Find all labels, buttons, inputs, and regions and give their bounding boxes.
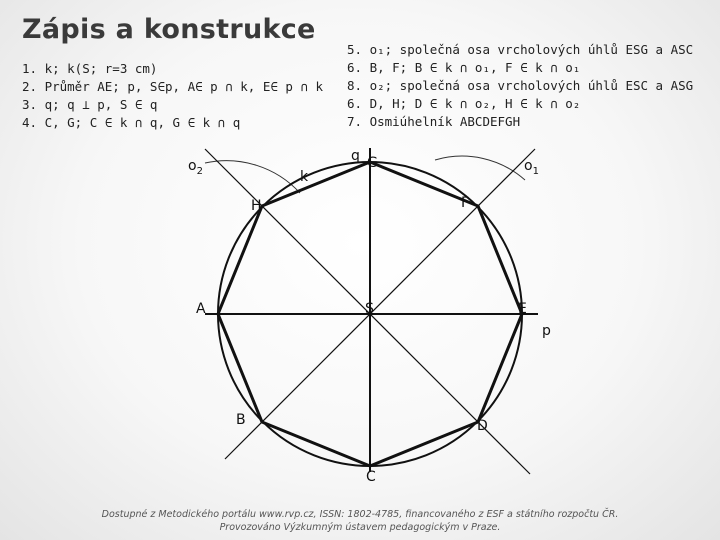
step-item: 6. D, H; D ∈ k ∩ o₂, H ∈ k ∩ o₂ [347,96,581,111]
label-G: G [367,155,378,171]
step-item: 6. B, F; B ∈ k ∩ o₁, F ∈ k ∩ o₁ [347,60,581,75]
label-p: p [542,323,551,339]
step-item: 4. C, G; C ∈ k ∩ q, G ∈ k ∩ q [22,115,241,130]
label-o1: $o_1$ [524,158,539,177]
step-item: 1. k; k(S; r=3 cm) [22,61,158,76]
footer-line: Provozováno Výzkumným ústavem pedagogickým v Praze. [219,522,501,533]
label-D: D [477,418,488,434]
label-E: E [518,301,527,317]
footer-line: Dostupné z Metodického portálu www.rvp.cz, ISSN: 1802-4785, financovaného z ESF a státního rozpočtu ČR. [101,509,619,520]
step-item: 5. o₁; společná osa vrcholových úhlů ESG a ASC [347,42,694,57]
line-o1 [225,149,535,459]
label-q: q [351,148,360,164]
label-A: A [196,301,206,317]
construction-arc-right [435,156,525,180]
label-o2: $o_2$ [188,158,203,177]
step-item: 3. q; q ⊥ p, S ∈ q [22,97,158,112]
label-S: S [365,301,374,317]
label-H: H [251,198,262,214]
label-B: B [236,412,246,428]
page-title: Zápis a konstrukce [22,14,316,45]
step-item: 8. o₂; společná osa vrcholových úhlů ESC a ASG [347,78,694,93]
step-item: 2. Průměr AE; p, S∈p, A∈ p ∩ k, E∈ p ∩ k [22,79,324,94]
footer-credits [0,508,720,534]
label-C: C [366,469,376,485]
label-k: k [300,169,309,185]
label-F: F [461,195,470,211]
step-item: 7. Osmiúhelník ABCDEFGH [347,114,521,129]
